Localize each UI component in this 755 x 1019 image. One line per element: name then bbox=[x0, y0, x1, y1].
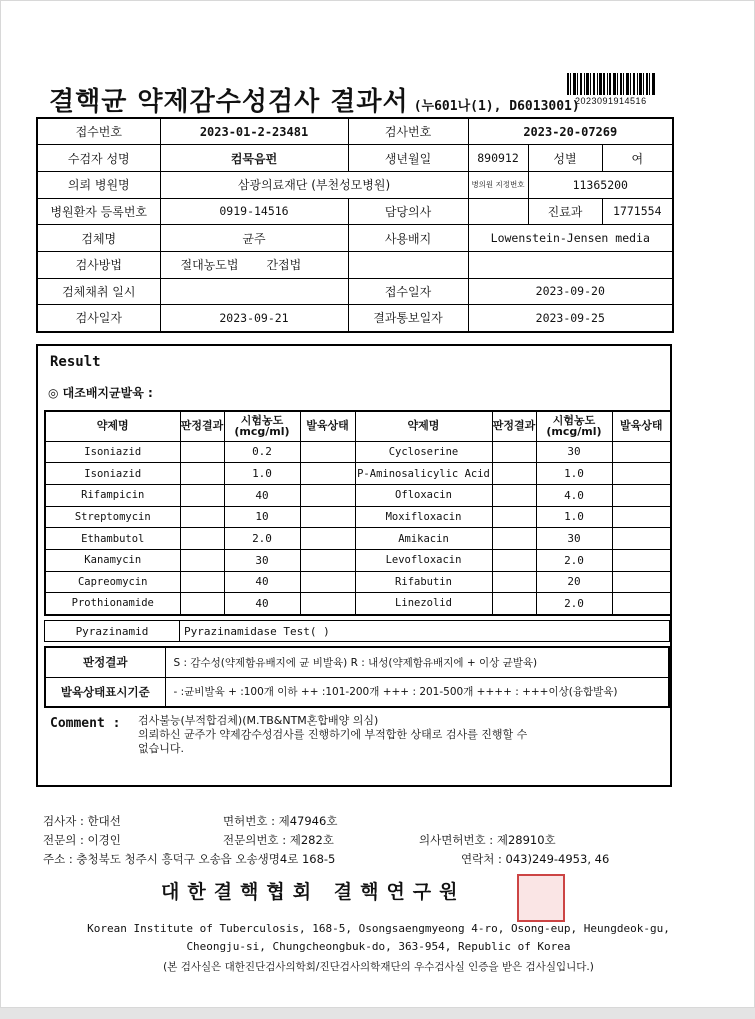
judgement-cell bbox=[492, 593, 536, 615]
doctor-label: 담당의사 bbox=[348, 198, 468, 225]
pyrazinamid-value: Pyrazinamidase Test( ) bbox=[180, 621, 670, 642]
legend-row bbox=[45, 677, 669, 707]
concentration-cell: 4.0 bbox=[536, 484, 612, 506]
drug-name: Ofloxacin bbox=[355, 484, 492, 506]
judgement-cell bbox=[180, 463, 224, 485]
specialist-no: 전문의번호 : 제282호 bbox=[223, 833, 334, 847]
hospital-label: 의뢰 병원명 bbox=[37, 171, 160, 198]
concentration-cell: 1.0 bbox=[224, 463, 300, 485]
concentration-cell: 2.0 bbox=[224, 528, 300, 550]
col-header: 시험농도(mcg/ml) bbox=[224, 411, 300, 441]
concentration-cell: 40 bbox=[224, 571, 300, 593]
drug-name: Rifabutin bbox=[355, 571, 492, 593]
growth-cell bbox=[612, 463, 671, 485]
barcode-icon bbox=[567, 73, 655, 95]
info-row bbox=[37, 198, 673, 225]
growth-cell bbox=[300, 506, 355, 528]
dob-label: 생년월일 bbox=[348, 145, 468, 172]
concentration-cell: 2.0 bbox=[536, 593, 612, 615]
col-header: 시험농도(mcg/ml) bbox=[536, 411, 612, 441]
control-growth-label: ◎ 대조배지균발육 : bbox=[48, 386, 153, 400]
table-row bbox=[45, 571, 671, 593]
judgement-cell bbox=[492, 441, 536, 463]
hospital-code: 11365200 bbox=[528, 171, 673, 198]
title-code: (누601나(1), D6013001) bbox=[413, 99, 580, 114]
judgement-cell bbox=[180, 528, 224, 550]
specimen: 균주 bbox=[160, 225, 348, 252]
judgement-cell bbox=[180, 484, 224, 506]
pyrazinamid-table bbox=[44, 620, 670, 642]
table-row bbox=[45, 528, 671, 550]
method-empty-2 bbox=[468, 251, 673, 278]
growth-text: - :균비발육 + :100개 이하 ++ :101-200개 +++ : 201-500개 ++++ : +++이상(융합발육) bbox=[165, 677, 669, 707]
certification-note: (본 검사실은 대한진단검사의학회/진단검사의학재단의 우수검사실 인증을 받은 검사실입니다.) bbox=[163, 961, 594, 973]
english-address-1: Korean Institute of Tuberculosis, 168-5, Osongsaengmyeong 4-ro, Osong-eup, Heungdeok-gu, bbox=[87, 922, 670, 935]
col-header: 발육상태 bbox=[612, 411, 671, 441]
doctor bbox=[468, 198, 528, 225]
collect-date-label: 검체채취 일시 bbox=[37, 278, 160, 305]
concentration-cell: 1.0 bbox=[536, 506, 612, 528]
bottom-strip bbox=[0, 1008, 755, 1019]
result-section bbox=[36, 344, 672, 787]
pyrazinamid-row bbox=[45, 621, 670, 642]
judgement-cell bbox=[492, 528, 536, 550]
concentration-cell: 0.2 bbox=[224, 441, 300, 463]
judgement-cell bbox=[180, 571, 224, 593]
method-empty bbox=[348, 251, 468, 278]
growth-cell bbox=[300, 463, 355, 485]
concentration-cell: 40 bbox=[224, 484, 300, 506]
patient-name: 컴묵음펀 bbox=[160, 145, 348, 172]
comment-text bbox=[138, 714, 658, 756]
judgement-cell bbox=[492, 463, 536, 485]
drug-name: Moxifloxacin bbox=[355, 506, 492, 528]
patient-reg-label: 병원환자 등록번호 bbox=[37, 198, 160, 225]
info-row bbox=[37, 305, 673, 332]
drug-name: Cycloserine bbox=[355, 441, 492, 463]
seal-stamp bbox=[517, 874, 565, 922]
legend-table bbox=[44, 646, 670, 708]
col-header: 약제명 bbox=[355, 411, 492, 441]
media: Lowenstein-Jensen media bbox=[468, 225, 673, 252]
growth-cell bbox=[612, 528, 671, 550]
patient-name-label: 수검자 성명 bbox=[37, 145, 160, 172]
concentration-cell: 30 bbox=[536, 528, 612, 550]
judgement-cell bbox=[492, 484, 536, 506]
table-row bbox=[45, 506, 671, 528]
license: 면허번호 : 제47946호 bbox=[223, 814, 338, 828]
test-date-label: 검사일자 bbox=[37, 305, 160, 332]
table-row bbox=[45, 549, 671, 571]
table-row bbox=[45, 484, 671, 506]
title-main: 결핵균 약제감수성검사 결과서 bbox=[49, 87, 409, 117]
doctor-license: 의사면허번호 : 제28910호 bbox=[419, 833, 556, 847]
test-no: 2023-20-07269 bbox=[468, 118, 673, 145]
growth-cell bbox=[612, 571, 671, 593]
concentration-cell: 40 bbox=[224, 593, 300, 615]
concentration-cell: 30 bbox=[536, 441, 612, 463]
media-label: 사용배지 bbox=[348, 225, 468, 252]
organization-name: 대한결핵협회 결핵연구원 bbox=[161, 881, 466, 903]
col-header: 발육상태 bbox=[300, 411, 355, 441]
judgement-cell bbox=[180, 593, 224, 615]
growth-cell bbox=[300, 593, 355, 615]
drug-name: Isoniazid bbox=[45, 441, 180, 463]
hospital: 삼광의료재단 (부천성모병원) bbox=[160, 171, 468, 198]
judgement-cell bbox=[180, 549, 224, 571]
growth-cell bbox=[612, 441, 671, 463]
method-1: 절대농도법 bbox=[180, 258, 239, 273]
table-row bbox=[45, 463, 671, 485]
patient-info-table bbox=[36, 117, 674, 333]
hospital-code-label: 병의원 지정번호 bbox=[468, 171, 528, 198]
test-date: 2023-09-21 bbox=[160, 305, 348, 332]
growth-cell bbox=[612, 549, 671, 571]
judgement-cell bbox=[492, 549, 536, 571]
growth-cell bbox=[612, 484, 671, 506]
judgement-text: S : 감수성(약제함유배지에 균 비발육) R : 내성(약제함유배지에 + 이상 균발육) bbox=[165, 647, 669, 677]
growth-cell bbox=[300, 528, 355, 550]
receipt-no: 2023-01-2-23481 bbox=[160, 118, 348, 145]
growth-cell bbox=[300, 441, 355, 463]
concentration-cell: 20 bbox=[536, 571, 612, 593]
drug-table-body bbox=[45, 441, 671, 615]
drug-name: Isoniazid bbox=[45, 463, 180, 485]
legend-row bbox=[45, 647, 669, 677]
judgement-cell bbox=[492, 571, 536, 593]
drug-table bbox=[44, 410, 672, 616]
drug-name: Linezolid bbox=[355, 593, 492, 615]
judgement-cell bbox=[180, 441, 224, 463]
drug-name: Rifampicin bbox=[45, 484, 180, 506]
tester: 검사자 : 한대선 bbox=[43, 814, 121, 828]
patient-reg: 0919-14516 bbox=[160, 198, 348, 225]
info-row bbox=[37, 251, 673, 278]
report-title bbox=[49, 81, 580, 118]
judgement-label: 판정결과 bbox=[45, 647, 165, 677]
drug-name: Kanamycin bbox=[45, 549, 180, 571]
receive-date-label: 접수일자 bbox=[348, 278, 468, 305]
method bbox=[160, 251, 348, 278]
report-date-label: 결과통보일자 bbox=[348, 305, 468, 332]
specialist: 전문의 : 이경인 bbox=[43, 833, 121, 847]
info-row bbox=[37, 171, 673, 198]
method-label: 검사방법 bbox=[37, 251, 160, 278]
judgement-cell bbox=[492, 506, 536, 528]
growth-cell bbox=[300, 549, 355, 571]
growth-cell bbox=[612, 506, 671, 528]
concentration-cell: 1.0 bbox=[536, 463, 612, 485]
info-row bbox=[37, 225, 673, 252]
dob: 890912 bbox=[468, 145, 528, 172]
sex: 여 bbox=[602, 145, 673, 172]
drug-name: Amikacin bbox=[355, 528, 492, 550]
info-row bbox=[37, 278, 673, 305]
drug-name: P-Aminosalicylic Acid bbox=[355, 463, 492, 485]
test-no-label: 검사번호 bbox=[348, 118, 468, 145]
drug-name: Streptomycin bbox=[45, 506, 180, 528]
drug-name: Ethambutol bbox=[45, 528, 180, 550]
col-header: 약제명 bbox=[45, 411, 180, 441]
result-title: Result bbox=[50, 354, 101, 370]
drug-table-header bbox=[45, 411, 671, 441]
drug-name: Capreomycin bbox=[45, 571, 180, 593]
receive-date: 2023-09-20 bbox=[468, 278, 673, 305]
comment-line: 없습니다. bbox=[138, 742, 185, 755]
concentration-cell: 10 bbox=[224, 506, 300, 528]
comment-line: 검사불능(부적합검체)(M.TB&NTM혼합배양 의심) bbox=[138, 714, 379, 727]
dept: 1771554 bbox=[602, 198, 673, 225]
concentration-cell: 30 bbox=[224, 549, 300, 571]
growth-cell bbox=[612, 593, 671, 615]
pyrazinamid-label: Pyrazinamid bbox=[45, 621, 180, 642]
english-address-2: Cheongju-si, Chungcheongbuk-do, 363-954, Republic of Korea bbox=[186, 940, 571, 953]
collect-date bbox=[160, 278, 348, 305]
contact: 연락처 : 043)249-4953, 46 bbox=[461, 852, 610, 866]
report-date: 2023-09-25 bbox=[468, 305, 673, 332]
address: 주소 : 충청북도 청주시 흥덕구 오송읍 오송생명4로 168-5 bbox=[43, 852, 336, 866]
info-row bbox=[37, 118, 673, 145]
comment-label: Comment : bbox=[50, 716, 121, 731]
receipt-no-label: 접수번호 bbox=[37, 118, 160, 145]
drug-name: Levofloxacin bbox=[355, 549, 492, 571]
table-row bbox=[45, 593, 671, 615]
growth-cell bbox=[300, 571, 355, 593]
method-2: 간접법 bbox=[266, 258, 302, 273]
comment-line: 의뢰하신 균주가 약제감수성검사를 진행하기에 부적합한 상태로 검사를 진행할 수 bbox=[138, 728, 528, 741]
growth-label: 발육상태표시기준 bbox=[45, 677, 165, 707]
specimen-label: 검체명 bbox=[37, 225, 160, 252]
growth-cell bbox=[300, 484, 355, 506]
concentration-cell: 2.0 bbox=[536, 549, 612, 571]
judgement-cell bbox=[180, 506, 224, 528]
drug-name: Prothionamide bbox=[45, 593, 180, 615]
sex-label: 성별 bbox=[528, 145, 602, 172]
info-row bbox=[37, 145, 673, 172]
table-row bbox=[45, 441, 671, 463]
dept-label: 진료과 bbox=[528, 198, 602, 225]
col-header: 판정결과 bbox=[492, 411, 536, 441]
col-header: 판정결과 bbox=[180, 411, 224, 441]
barcode-number: 2023091914516 bbox=[575, 96, 647, 106]
